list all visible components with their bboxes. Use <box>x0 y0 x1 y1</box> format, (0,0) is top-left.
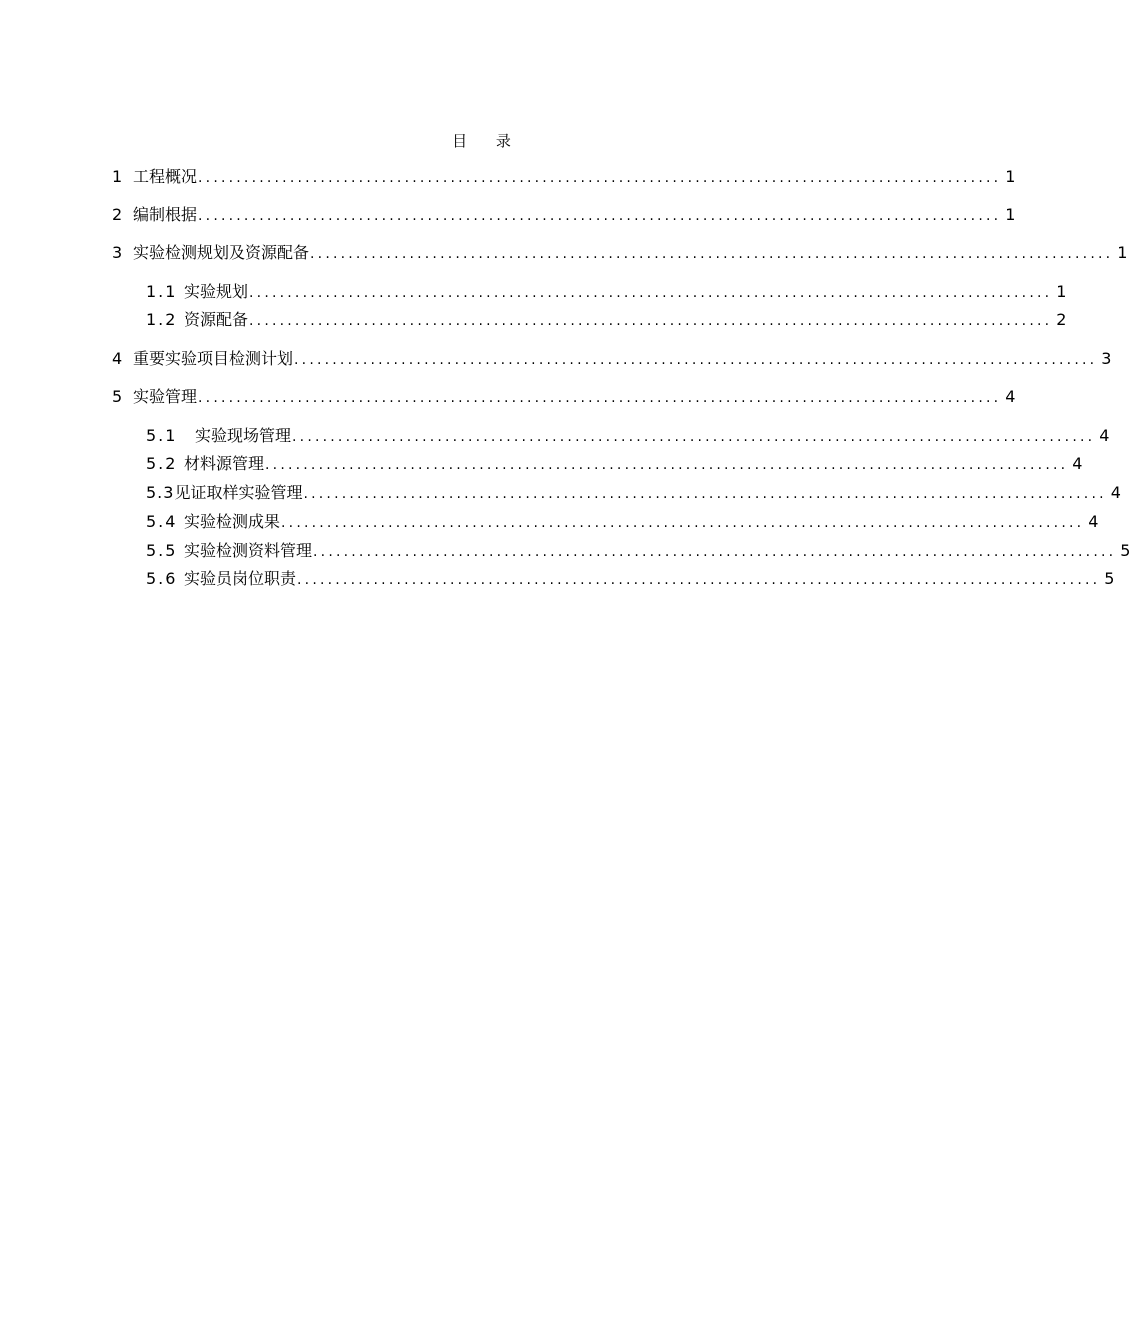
toc-entry-text: 实验检测资料管理 <box>184 541 313 560</box>
toc-entry-page: 3 <box>1101 349 1112 368</box>
toc-entry-page: 4 <box>1005 387 1016 406</box>
toc-entry-number: 5.1 <box>146 426 178 445</box>
dot-leader: ......................................................................................................... <box>292 429 1096 445</box>
toc-entry-page: 1 <box>1005 205 1016 224</box>
toc-entry-text: 工程概况 <box>133 167 198 186</box>
toc-entry-page: 4 <box>1088 512 1099 531</box>
toc-entry-5-1[interactable] <box>146 424 1110 448</box>
toc-entry-text: 实验管理 <box>133 387 198 406</box>
toc-entry-page: 4 <box>1072 454 1083 473</box>
toc-entry-number: 1 <box>112 167 125 186</box>
toc-entry-1-1[interactable] <box>146 280 1067 304</box>
toc-entry-1[interactable] <box>112 165 1016 189</box>
toc-entry-text: 编制根据 <box>133 205 198 224</box>
toc-entry-number: 5.2 <box>146 454 178 473</box>
toc-entry-number: 5.4 <box>146 512 178 531</box>
toc-entry-3[interactable] <box>112 241 1128 265</box>
dot-leader: ......................................................................................................... <box>297 572 1101 588</box>
toc-entry-page: 2 <box>1056 310 1067 329</box>
toc-entry-text: 实验员岗位职责 <box>184 569 297 588</box>
toc-entry-page: 1 <box>1117 243 1128 262</box>
toc-entry-text: 材料源管理 <box>184 454 265 473</box>
dot-leader: ......................................................................................................... <box>198 208 1002 224</box>
toc-entry-4[interactable] <box>112 347 1112 371</box>
toc-entry-page: 5 <box>1120 541 1130 560</box>
toc-entry-text: 重要实验项目检测计划 <box>133 349 294 368</box>
dot-leader: ......................................................................................................... <box>249 313 1053 329</box>
toc-entry-number: 5.3 <box>146 483 175 502</box>
toc-entry-page: 4 <box>1099 426 1110 445</box>
toc-entry-text: 实验检测成果 <box>184 512 281 531</box>
toc-entry-page: 1 <box>1056 282 1067 301</box>
toc-entry-number: 5 <box>112 387 125 406</box>
toc-entry-text: 资源配备 <box>184 310 249 329</box>
dot-leader: ......................................................................................................... <box>313 544 1117 560</box>
toc-entry-number: 1.2 <box>146 310 178 329</box>
toc-entry-page: 5 <box>1104 569 1115 588</box>
toc-entry-number: 1.1 <box>146 282 178 301</box>
dot-leader: ......................................................................................................... <box>281 515 1085 531</box>
toc-entry-2[interactable] <box>112 203 1016 227</box>
dot-leader: ......................................................................................................... <box>198 170 1002 186</box>
toc-entry-number: 4 <box>112 349 125 368</box>
toc-entry-number: 2 <box>112 205 125 224</box>
dot-leader: ......................................................................................................... <box>303 486 1107 502</box>
toc-entry-text: 实验现场管理 <box>195 426 292 445</box>
dot-leader: ......................................................................................................... <box>294 352 1098 368</box>
toc-entry-text: 实验检测规划及资源配备 <box>133 243 310 262</box>
toc-entry-number: 5.5 <box>146 541 178 560</box>
toc-entry-text: 见证取样实验管理 <box>174 483 303 502</box>
toc-entry-5-2[interactable] <box>146 452 1083 476</box>
toc-entry-1-2[interactable] <box>146 308 1067 332</box>
toc-entry-5-3[interactable] <box>146 481 1121 505</box>
toc-entry-5-6[interactable] <box>146 567 1115 591</box>
dot-leader: ......................................................................................................... <box>310 246 1114 262</box>
toc-entry-page: 4 <box>1110 483 1121 502</box>
toc-title: 目 录 <box>452 132 523 150</box>
dot-leader: ......................................................................................................... <box>249 285 1053 301</box>
toc-entry-5[interactable] <box>112 385 1016 409</box>
dot-leader: ......................................................................................................... <box>198 390 1002 406</box>
toc-entry-5-5[interactable] <box>146 539 1130 563</box>
dot-leader: ......................................................................................................... <box>265 457 1069 473</box>
toc-entry-number: 5.6 <box>146 569 178 588</box>
toc-entry-text: 实验规划 <box>184 282 249 301</box>
toc-entry-page: 1 <box>1005 167 1016 186</box>
toc-entry-5-4[interactable] <box>146 510 1099 534</box>
toc-entry-number: 3 <box>112 243 125 262</box>
